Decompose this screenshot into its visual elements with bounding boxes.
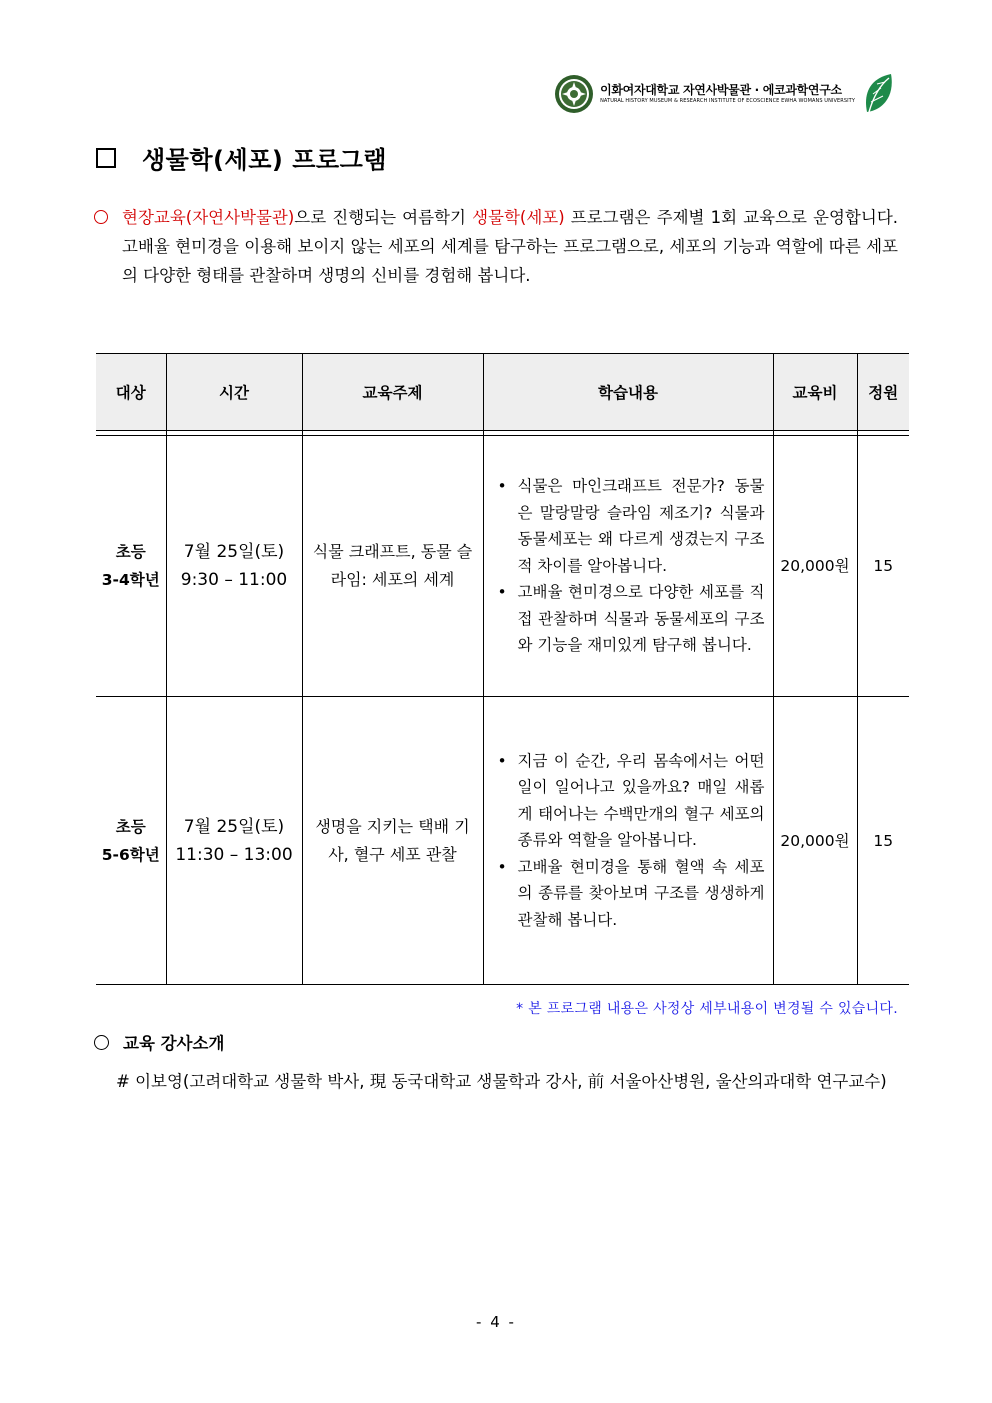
- header-subtitle: NATURAL HISTORY MUSEUM & RESEARCH INSTITUTE OF ECOSCIENCE EWHA WOMANS UNIVERSITY: [600, 97, 855, 104]
- target-cell: [96, 697, 166, 985]
- list-item: • 지금 이 순간, 우리 몸속에서는 어떤 일이 일어나고 있을까요? 매일 새롭게 태어나는 수백만개의 혈구 세포의 종류와 역할을 알아봅니다.: [496, 748, 765, 854]
- instructor-description: # 이보영(고려대학교 생물학 박사, 現 동국대학교 생물학과 강사, 前 서울아산병원, 울산의과대학 연구교수): [116, 1072, 887, 1091]
- page-number: - 4 -: [476, 1313, 516, 1331]
- time-date: 7월 25일(토): [183, 542, 285, 562]
- topic-cell: [302, 697, 483, 985]
- content-cell: [483, 697, 773, 985]
- section-heading: [96, 140, 387, 175]
- list-item: • 식물은 마인크래프트 전문가? 동물은 말랑말랑 슬라임 제조기? 식물과 동물세포는 왜 다르게 생겼는지 구조적 차이를 알아봅니다.: [496, 473, 765, 579]
- header-fee: 교육비: [773, 354, 857, 431]
- target-level: 초등: [115, 543, 146, 561]
- list-item: • 고배율 현미경으로 다양한 세포를 직접 관찰하며 식물과 동물세포의 구조와 기능을 재미있게 탐구해 봅니다.: [496, 579, 765, 659]
- time-range: 9:30 – 11:00: [180, 570, 288, 590]
- header-content: 학습내용: [483, 354, 773, 431]
- topic-text: 식물 크래프트, 동물 슬라임: 세포의 세계: [312, 542, 473, 589]
- intro-highlight-location: 현장교육(자연사박물관): [122, 208, 295, 227]
- intro-text-part2: 으로 진행되는 여름학기: [294, 208, 473, 227]
- time-cell: [166, 436, 302, 697]
- fee-cell: 20,000원: [773, 436, 857, 697]
- intro-text: [122, 203, 898, 290]
- program-table: [96, 353, 909, 985]
- header-target: 대상: [96, 354, 166, 431]
- target-cell: [96, 436, 166, 697]
- target-level: 초등: [115, 817, 146, 836]
- header-topic: 교육주제: [302, 354, 483, 431]
- target-grade: 3-4학년: [101, 571, 160, 589]
- intro-highlight-program: 생물학(세포): [472, 208, 565, 227]
- ecoscience-leaf-icon: [861, 72, 897, 116]
- circle-bullet-icon: [94, 1035, 109, 1050]
- header-title: 이화여자대학교 자연사박물관 · 에코과학연구소: [600, 82, 842, 97]
- change-notice: * 본 프로그램 내용은 사정상 세부내용이 변경될 수 있습니다.: [516, 1001, 898, 1017]
- content-cell: [483, 436, 773, 697]
- instructor-heading: [94, 1030, 224, 1054]
- circle-bullet-icon: [94, 210, 108, 224]
- page-title: 생물학(세포) 프로그램: [142, 146, 387, 174]
- header-capacity: 정원: [857, 354, 909, 431]
- fee-cell: 20,000원: [773, 697, 857, 985]
- university-seal-icon: [554, 74, 594, 114]
- time-range: 11:30 – 13:00: [175, 844, 293, 865]
- target-grade: 5-6학년: [101, 845, 160, 864]
- time-date: 7월 25일(토): [183, 816, 285, 837]
- table-row: [96, 436, 909, 697]
- instructor-title: 교육 강사소개: [123, 1034, 225, 1053]
- document-header: [554, 72, 897, 116]
- intro-text-part4: 프로그램은 주제별 1회 교육으로 운영합니다. 고배율 현미경을 이용해 보이지 않는 세포의 세계를 탐구하는 프로그램으로, 세포의 기능과 역할에 따른 세포의 다양한 형태를 관찰하며 생명의 신비를 경험해 봅니다.: [122, 208, 898, 285]
- capacity-cell: 15: [857, 697, 909, 985]
- table-header-row: [96, 354, 909, 431]
- header-text: [600, 84, 855, 105]
- capacity-cell: 15: [857, 436, 909, 697]
- topic-text: 생명을 지키는 택배 기사, 혈구 세포 관찰: [315, 816, 470, 864]
- intro-paragraph: [94, 203, 898, 290]
- list-item: • 고배율 현미경을 통해 혈액 속 세포의 종류를 찾아보며 구조를 생생하게 관찰해 봅니다.: [496, 854, 765, 934]
- topic-cell: [302, 436, 483, 697]
- table-row: [96, 697, 909, 985]
- content-list: [496, 473, 765, 659]
- content-list: [496, 748, 765, 934]
- header-time: 시간: [166, 354, 302, 431]
- time-cell: [166, 697, 302, 985]
- square-bullet-icon: [96, 148, 116, 168]
